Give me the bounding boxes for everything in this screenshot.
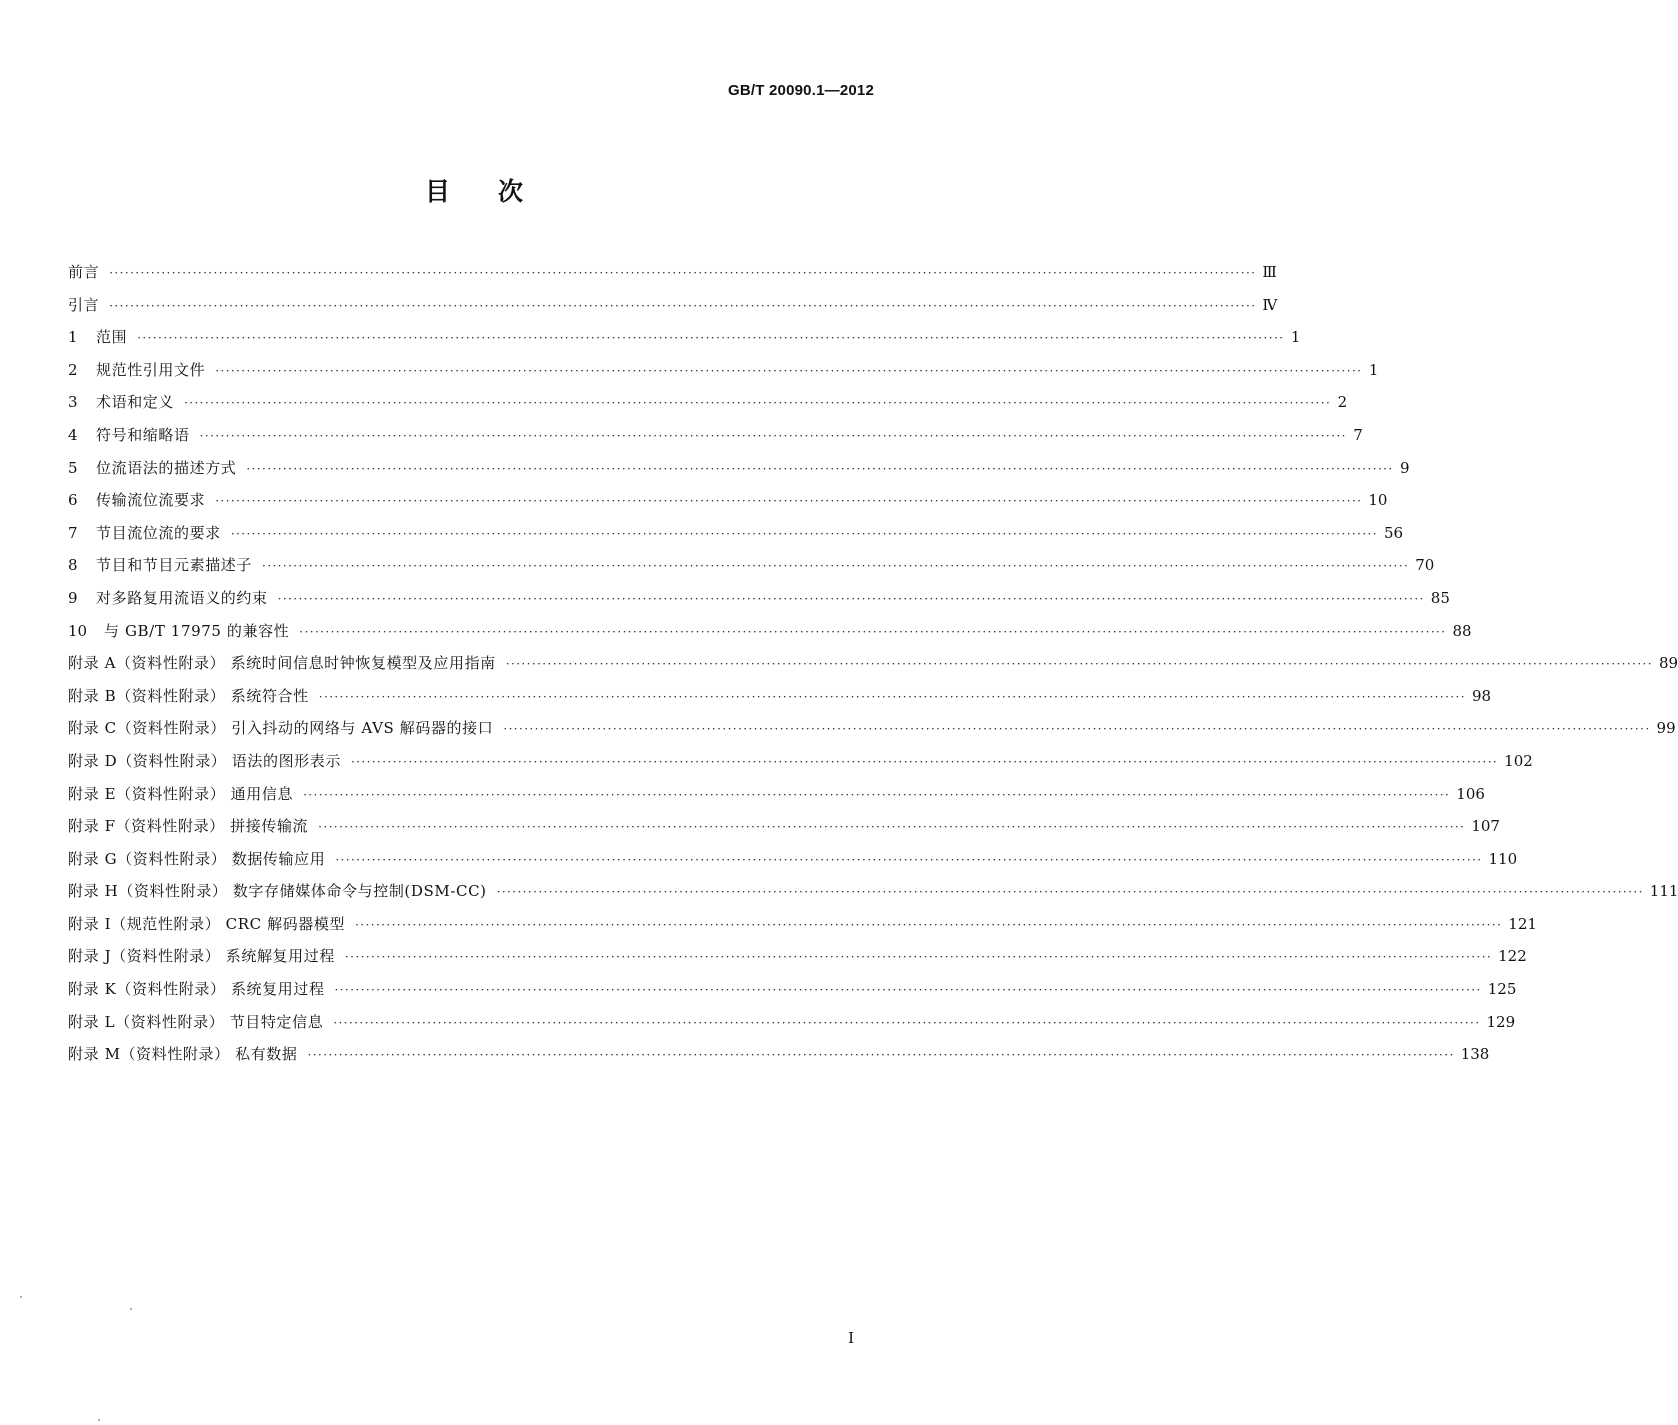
toc-entry-label: 附录 E（资料性附录） 通用信息 xyxy=(68,784,294,803)
toc-entry-page: 10 xyxy=(1368,491,1388,510)
toc-entry-label: 附录 D（资料性附录） 语法的图形表示 xyxy=(68,751,341,770)
toc-entry[interactable] xyxy=(68,289,1278,322)
standard-code: GB/T 20090.1—2012 xyxy=(728,82,874,99)
toc-dot-leader: ···························································································································································································································· xyxy=(137,331,1285,346)
toc-entry-page: Ⅲ xyxy=(1262,263,1277,281)
toc-entry-number: 9 xyxy=(68,588,78,607)
toc-entry-label: 对多路复用流语义的约束 xyxy=(96,588,268,607)
toc-entry-page: 99 xyxy=(1656,719,1676,738)
toc-entry[interactable] xyxy=(68,680,1492,713)
footer-page-number: I xyxy=(848,1329,854,1347)
toc-entry-label: 附录 C（资料性附录） 引入抖动的网络与 AVS 解码器的接口 xyxy=(68,719,494,738)
toc-entry[interactable] xyxy=(68,973,1517,1006)
toc-entry[interactable] xyxy=(68,647,1678,680)
toc-entry-number: 5 xyxy=(68,458,78,477)
toc-entry-page: 7 xyxy=(1353,425,1363,444)
table-of-contents xyxy=(68,256,1678,1071)
title-char-1: 目 xyxy=(424,177,452,206)
toc-entry-label: 前言 xyxy=(68,263,100,281)
toc-entry-label: 附录 A（资料性附录） 系统时间信息时钟恢复模型及应用指南 xyxy=(68,654,496,673)
toc-entry[interactable] xyxy=(68,484,1388,517)
toc-entry-label: 附录 J（资料性附录） 系统解复用过程 xyxy=(68,947,335,966)
toc-entry-page: 121 xyxy=(1508,914,1537,933)
toc-entry-page: 129 xyxy=(1486,1012,1516,1031)
toc-dot-leader: ···························································································································································································································· xyxy=(318,820,1466,835)
page-title xyxy=(0,172,950,208)
toc-entry-label: 符号和缩略语 xyxy=(96,425,190,444)
toc-entry-page: 111 xyxy=(1649,882,1678,901)
toc-entry-page: 1 xyxy=(1368,360,1379,379)
toc-dot-leader: ···························································································································································································································· xyxy=(277,591,1425,606)
toc-entry[interactable] xyxy=(68,354,1379,387)
title-char-2: 次 xyxy=(498,177,526,206)
toc-entry-label: 范围 xyxy=(96,328,128,347)
toc-entry-label: 附录 B（资料性附录） 系统符合性 xyxy=(68,686,309,705)
toc-entry-number: 3 xyxy=(68,393,78,412)
toc-dot-leader: ···························································································································································································································· xyxy=(335,852,1483,867)
toc-entry[interactable] xyxy=(68,517,1404,550)
toc-entry-page: 102 xyxy=(1504,751,1533,770)
toc-entry[interactable] xyxy=(68,940,1527,973)
toc-entry-number: 8 xyxy=(68,556,78,575)
toc-entry-page: 1 xyxy=(1290,328,1301,347)
toc-entry-page: 2 xyxy=(1337,393,1348,412)
toc-entry-label: 节目流位流的要求 xyxy=(96,523,221,542)
toc-entry-number: 2 xyxy=(68,360,78,379)
toc-dot-leader: ···························································································································································································································· xyxy=(350,754,1499,769)
toc-entry-label: 附录 L（资料性附录） 节目特定信息 xyxy=(68,1012,324,1031)
toc-entry[interactable] xyxy=(68,321,1301,354)
toc-dot-leader: ···························································································································································································································· xyxy=(307,1048,1455,1063)
toc-entry-page: 98 xyxy=(1471,686,1492,705)
toc-entry[interactable] xyxy=(68,256,1277,289)
toc-dot-leader: ···························································································································································································································· xyxy=(505,657,1653,672)
toc-dot-leader: ···························································································································································································································· xyxy=(503,722,1651,737)
toc-entry[interactable] xyxy=(68,908,1537,941)
toc-entry[interactable] xyxy=(68,1006,1516,1039)
toc-entry-label: 节目和节目元素描述子 xyxy=(96,556,253,575)
toc-entry-number: 10 xyxy=(68,621,88,640)
toc-dot-leader: ···························································································································································································································· xyxy=(215,363,1363,378)
toc-entry-page: 70 xyxy=(1415,556,1435,575)
toc-entry-label: 术语和定义 xyxy=(96,393,175,412)
toc-entry-page: 56 xyxy=(1384,523,1404,542)
toc-dot-leader: ···························································································································································································································· xyxy=(246,461,1394,476)
toc-entry-page: 138 xyxy=(1460,1045,1490,1064)
toc-entry[interactable] xyxy=(68,843,1518,876)
toc-entry-number: 6 xyxy=(68,491,78,510)
toc-entry-number: 7 xyxy=(68,523,78,542)
toc-dot-leader: ···························································································································································································································· xyxy=(355,917,1503,932)
toc-entry[interactable] xyxy=(68,810,1500,843)
toc-entry-page: 85 xyxy=(1430,588,1450,607)
toc-entry[interactable] xyxy=(68,778,1485,811)
toc-entry-page: Ⅳ xyxy=(1262,295,1278,314)
toc-dot-leader: ···························································································································································································································· xyxy=(109,266,1257,280)
toc-dot-leader: ···························································································································································································································· xyxy=(333,1015,1481,1030)
toc-entry[interactable] xyxy=(68,745,1533,778)
toc-dot-leader: ···························································································································································································································· xyxy=(230,526,1378,541)
toc-dot-leader: ···························································································································································································································· xyxy=(334,983,1482,998)
scan-speck xyxy=(130,1308,132,1310)
toc-entry-page: 107 xyxy=(1471,817,1500,836)
toc-dot-leader: ···························································································································································································································· xyxy=(215,494,1363,509)
toc-dot-leader: ···························································································································································································································· xyxy=(496,885,1644,900)
toc-entry-label: 传输流位流要求 xyxy=(96,491,206,510)
toc-entry-label: 附录 H（资料性附录） 数字存储媒体命令与控制(DSM-CC) xyxy=(68,882,487,901)
toc-entry-page: 9 xyxy=(1400,458,1410,477)
toc-entry[interactable] xyxy=(68,615,1472,648)
toc-entry-number: 4 xyxy=(68,425,78,444)
scan-speck xyxy=(20,1296,22,1298)
toc-dot-leader: ···························································································································································································································· xyxy=(199,428,1347,443)
scan-speck xyxy=(98,1419,100,1421)
toc-entry-page: 122 xyxy=(1498,947,1527,966)
toc-entry-page: 125 xyxy=(1487,980,1517,999)
toc-entry[interactable] xyxy=(68,549,1435,582)
toc-dot-leader: ···························································································································································································································· xyxy=(262,559,1410,574)
toc-dot-leader: ···························································································································································································································· xyxy=(344,950,1493,965)
toc-dot-leader: ···························································································································································································································· xyxy=(303,787,1451,802)
toc-entry[interactable] xyxy=(68,582,1450,615)
toc-entry-label: 附录 I（规范性附录） CRC 解码器模型 xyxy=(68,914,346,933)
toc-entry-label: 规范性引用文件 xyxy=(96,360,206,379)
toc-entry[interactable] xyxy=(68,712,1676,745)
toc-entry-page: 88 xyxy=(1452,621,1472,640)
toc-entry[interactable] xyxy=(68,386,1348,419)
toc-entry[interactable] xyxy=(68,1038,1490,1071)
toc-dot-leader: ···························································································································································································································· xyxy=(318,689,1466,704)
toc-entry[interactable] xyxy=(68,419,1363,452)
toc-dot-leader: ···························································································································································································································· xyxy=(109,298,1257,313)
toc-entry[interactable] xyxy=(68,452,1410,485)
toc-entry-page: 89 xyxy=(1658,654,1678,673)
toc-entry-label: 引言 xyxy=(68,295,100,314)
toc-entry-page: 110 xyxy=(1488,849,1518,868)
toc-dot-leader: ···························································································································································································································· xyxy=(299,624,1447,639)
toc-entry-number: 1 xyxy=(68,328,78,347)
toc-entry-page: 106 xyxy=(1456,784,1485,803)
toc-dot-leader: ···························································································································································································································· xyxy=(184,396,1332,411)
toc-entry-label: 附录 G（资料性附录） 数据传输应用 xyxy=(68,849,326,868)
toc-entry-label: 附录 F（资料性附录） 拼接传输流 xyxy=(68,817,309,836)
toc-entry-label: 与 GB/T 17975 的兼容性 xyxy=(104,621,290,640)
toc-entry[interactable] xyxy=(68,875,1678,908)
toc-entry-label: 附录 M（资料性附录） 私有数据 xyxy=(68,1045,298,1064)
toc-entry-label: 位流语法的描述方式 xyxy=(96,458,237,477)
toc-entry-label: 附录 K（资料性附录） 系统复用过程 xyxy=(68,980,325,999)
